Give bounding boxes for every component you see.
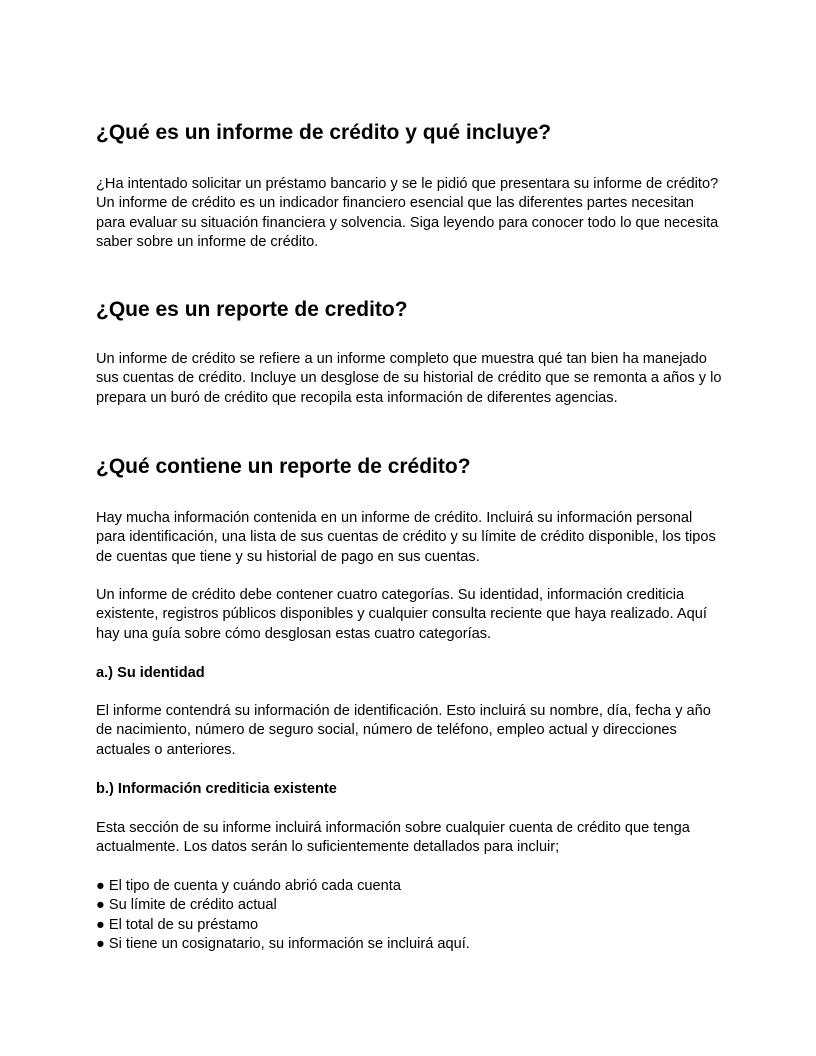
intro-paragraph: ¿Ha intentado solicitar un préstamo bancario y se le pidió que presentara su informe de crédito? Un informe de crédito es un indicador financiero esencial que las diferentes partes necesitan para evaluar su situación financiera y solvencia. Siga leyendo para conocer todo lo que necesita saber sobre un informe de crédito. <box>96 176 719 251</box>
credit-details-list <box>96 877 470 955</box>
list-item: ● Su límite de crédito actual <box>96 897 277 914</box>
list-item: ● El total de su préstamo <box>96 916 259 933</box>
heading-que-es-reporte: ¿Que es un reporte de credito? <box>96 298 408 321</box>
identidad-paragraph: El informe contendrá su información de identificación. Esto incluirá su nombre, día, fecha y año de nacimiento, número de seguro social, número de teléfono, empleo actual y direcciones actuales o anteriores. <box>96 703 711 758</box>
definition-paragraph: Un informe de crédito se refiere a un informe completo que muestra qué tan bien ha manejado sus cuentas de crédito. Incluye un desglose de su historial de crédito que se remonta a años y lo prepara un buró de crédito que recopila esta información de diferentes agencias. <box>96 351 722 406</box>
subheading-identidad: a.) Su identidad <box>96 665 205 681</box>
list-item: ● El tipo de cuenta y cuándo abrió cada cuenta <box>96 878 401 894</box>
heading-what-is-credit-report: ¿Qué es un informe de crédito y qué incluye? <box>96 121 552 144</box>
contents-paragraph-1: Hay mucha información contenida en un informe de crédito. Incluirá su información personal para identificación, una lista de sus cuentas de crédito y su límite de crédito disponible, los tipos de cuentas que tiene y su historial de pago en sus cuentas. <box>96 510 716 565</box>
list-item: ● Si tiene un cosignatario, su información se incluirá aquí. <box>96 936 470 953</box>
subheading-informacion-crediticia: b.) Información crediticia existente <box>96 781 337 797</box>
contents-paragraph-2: Un informe de crédito debe contener cuatro categorías. Su identidad, información crediticia existente, registros públicos disponibles y cualquier consulta reciente que haya realizado. Aquí hay una guía sobre cómo desglosan estas cuatro categorías. <box>96 587 707 642</box>
heading-que-contiene: ¿Qué contiene un reporte de crédito? <box>96 455 471 478</box>
informacion-crediticia-paragraph: Esta sección de su informe incluirá información sobre cualquier cuenta de crédito que tenga actualmente. Los datos serán lo suficientemente detallados para incluir; <box>96 820 690 856</box>
